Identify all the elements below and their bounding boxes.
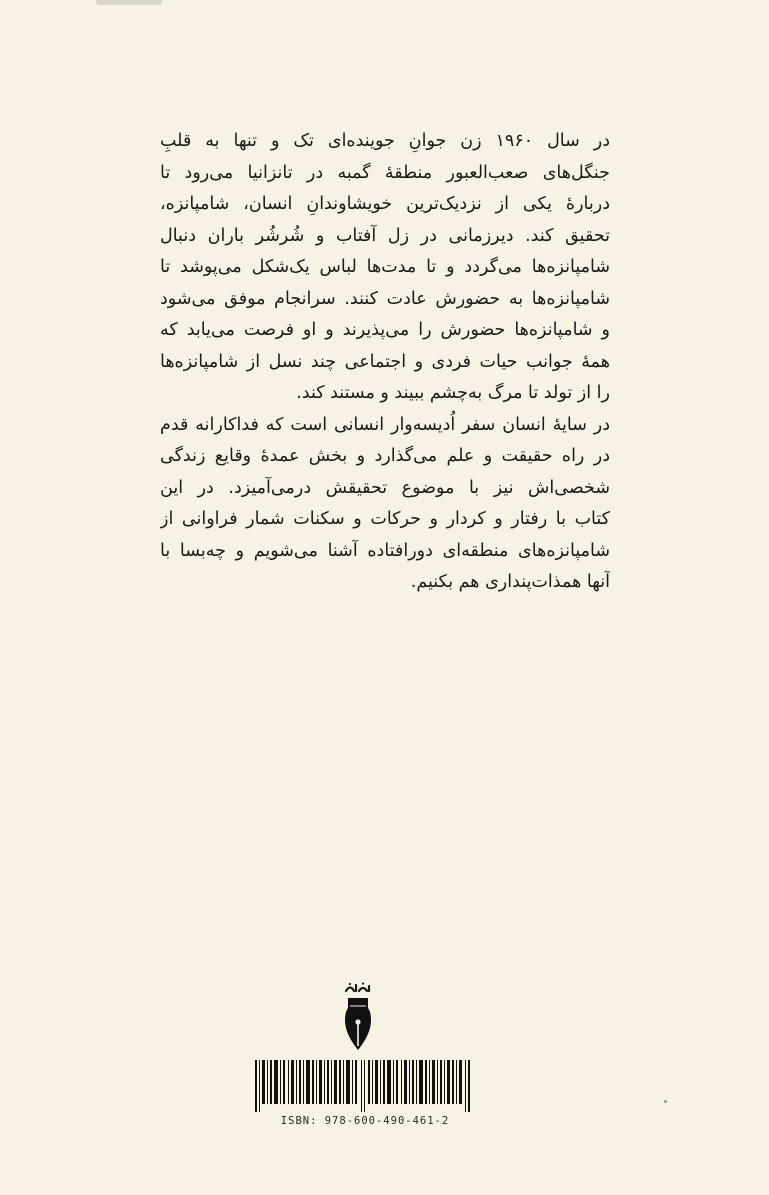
- blurb-line: و شامپانزه‌ها حضورش را می‌پذیرند و او فرصت می‌یابد که: [160, 320, 610, 340]
- blurb-line: در راه حقیقت و علم می‌گذارد و بخش عمدهٔ وقایع زندگی: [160, 446, 610, 466]
- blurb-line: شامپانزه‌ها می‌گردد و تا مدت‌ها لباس یک‌شکل می‌پوشد تا: [160, 257, 610, 277]
- blurb-line: در سایهٔ انسان سفر اُدیسه‌وار انسانی است که فداکارانه قدم: [160, 414, 610, 435]
- blurb-line: در سال ۱۹۶۰ زن جوانِ جوینده‌ای تک و تنها به قلبِ: [160, 131, 610, 151]
- isbn-barcode: [255, 1060, 475, 1130]
- blurb-line: جنگل‌های صعب‌العبور منطقهٔ گمبه در تانزانیا می‌رود تا: [160, 162, 610, 183]
- blurb-line: شامپانزه‌ها به حضورش عادت کنند. سرانجام موفق می‌شود: [160, 288, 610, 309]
- blurb-line: شخصی‌اش نیز با موضوع تحقیقش درمی‌آمیزد. در این: [160, 477, 610, 498]
- blurb-line: کتاب با رفتار و کردار و حرکات و سکنات شمار فراوانی از: [160, 509, 610, 529]
- back-cover-blurb: [160, 126, 610, 599]
- paper-speck: [664, 1100, 667, 1103]
- isbn-number: ISBN: 978-600-490-461-2: [280, 1115, 450, 1127]
- barcode-bars: [255, 1060, 475, 1112]
- blurb-line: همهٔ جوانب حیات فردی و اجتماعی چند نسل از شامپانزه‌ها: [160, 351, 610, 372]
- publisher-logo: [338, 980, 378, 1060]
- top-edge-smudge: [96, 0, 162, 5]
- blurb-line: تحقیق کند. دیرزمانی در زل آفتاب و شُرشُر باران دنبال: [160, 225, 610, 246]
- blurb-line: شامپانزه‌های منطقه‌ای دورافتاده آشنا می‌شویم و چه‌بسا با: [160, 540, 610, 561]
- blurb-line: را از تولد تا مرگ به‌چشم ببیند و مستند کند.: [296, 383, 610, 403]
- pen-nib-icon: [345, 998, 371, 1050]
- publisher-logo-wordmark: [344, 982, 372, 994]
- blurb-line: دربارهٔ یکی از نزدیک‌ترین خویشاوندانِ انسان، شامپانزه،: [160, 194, 610, 214]
- blurb-line: آنها همذات‌پنداری هم بکنیم.: [410, 572, 610, 592]
